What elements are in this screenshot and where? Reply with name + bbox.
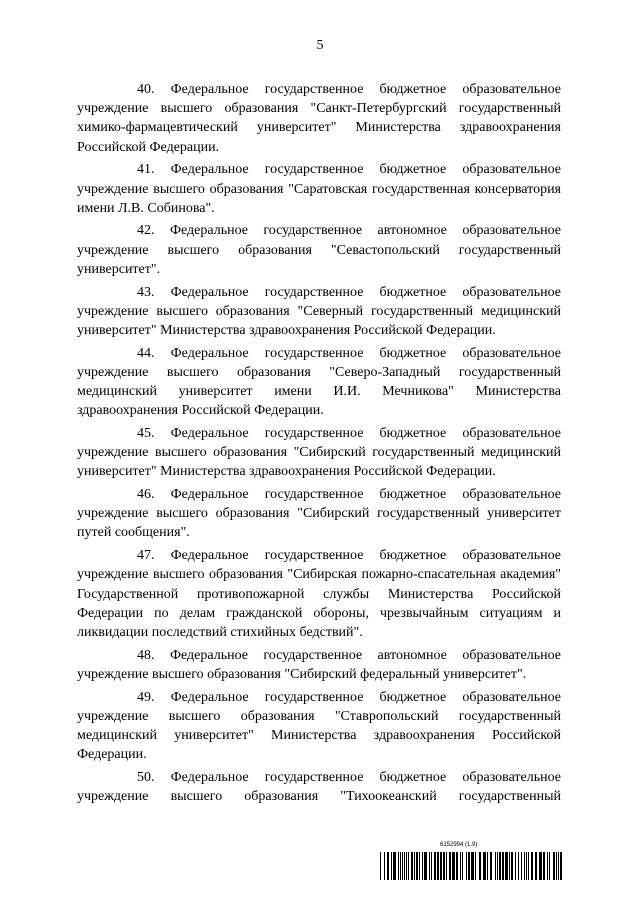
barcode-bar: [487, 852, 488, 880]
barcode-bar: [539, 852, 542, 880]
barcode-bar: [404, 852, 405, 880]
barcode-bar: [380, 852, 381, 880]
barcode-bar: [419, 852, 420, 880]
barcode-bar: [391, 852, 392, 880]
barcode-bar: [471, 852, 474, 880]
barcode-bar: [511, 852, 513, 880]
barcode-bar: [443, 852, 445, 880]
list-item-41: 41. Федеральное государственное бюджетное образовательное учреждение высшего образования "Саратовская государственная консерватория имени Л.В. Собинова".: [77, 162, 561, 216]
barcode-bar: [479, 852, 481, 880]
barcode-bar: [515, 852, 516, 880]
list-item-44: 44. Федеральное государственное бюджетное образовательное учреждение высшего образования "Северо-Западный государственный медицинский университет имени И.И. Мечникова" Министерства здравоохранения Российской Федерации.: [77, 345, 561, 419]
barcode-bar: [475, 852, 476, 880]
barcode-bar: [518, 852, 519, 880]
barcode-bar: [499, 852, 501, 880]
barcode-bar: [526, 852, 527, 880]
barcode-bar: [431, 852, 432, 880]
barcode-bar: [535, 852, 537, 880]
barcode-bar: [400, 852, 401, 880]
barcode-bar: [462, 852, 463, 880]
list-item-49: 49. Федеральное государственное бюджетное образовательное учреждение высшего образования "Ставропольский государственный медицинский университет" Министерства здравоохранения Российской Федерации.: [77, 689, 561, 763]
barcode-bar: [495, 852, 496, 880]
barcode-bar: [434, 852, 436, 880]
page-number: 5: [316, 38, 324, 53]
barcode-bar: [424, 852, 427, 880]
barcode-bar: [509, 852, 510, 880]
barcode-bar: [468, 852, 470, 880]
barcode-bar: [422, 852, 423, 880]
barcode-bar: [429, 852, 430, 880]
barcode-bar: [408, 852, 409, 880]
list-item-45: 45. Федеральное государственное бюджетное образовательное учреждение высшего образования "Сибирский государственный медицинский университет" Министерства здравоохранения Российской Федерации.: [77, 425, 561, 480]
barcode-bar: [466, 852, 467, 880]
list-item-50: 50. Федеральное государственное бюджетное образовательное учреждение высшего образования "Тихоокеанский государственный: [77, 769, 561, 805]
list-item-46: 46. Федеральное государственное бюджетное образовательное учреждение высшего образования "Сибирский государственный университет путей сообщения".: [77, 487, 561, 541]
document-body: [77, 80, 561, 810]
barcode-bar: [549, 852, 550, 880]
barcode-bar: [452, 852, 455, 880]
barcode-bar: [502, 852, 504, 880]
barcode-bar: [440, 852, 442, 880]
barcode-bar: [414, 852, 415, 880]
barcode-bar: [402, 852, 403, 880]
barcode-bar: [387, 852, 389, 880]
barcode-bar: [556, 852, 557, 880]
barcode-bar: [524, 852, 525, 880]
barcode-bar: [531, 852, 533, 880]
barcode-bar: [558, 852, 559, 880]
barcode-bar: [547, 852, 548, 880]
barcode-bar: [521, 852, 522, 880]
barcode-bar: [560, 852, 562, 880]
barcode-bar: [446, 852, 447, 880]
list-item-40: 40. Федеральное государственное бюджетное образовательное учреждение высшего образования "Санкт-Петербургский государственный химико-фармацевтический университет" Министерства здравоохранения Российской Федерации.: [77, 82, 561, 155]
barcode-bar: [384, 852, 385, 880]
barcode-bar: [416, 852, 418, 880]
barcode-bar: [543, 852, 545, 880]
list-item-43: 43. Федеральное государственное бюджетное образовательное учреждение высшего образования "Северный государственный медицинский университет" Министерства здравоохранения Российской Федерации.: [77, 284, 561, 338]
barcode-bar: [393, 852, 396, 880]
list-item-42: 42. Федеральное государственное автономное образовательное учреждение высшего образования "Севастопольский государственный университет".: [77, 223, 561, 277]
barcode-bar: [456, 852, 458, 880]
barcode-bar: [483, 852, 486, 880]
barcode-bar: [449, 852, 451, 880]
list-item-47: 47. Федеральное государственное бюджетное образовательное учреждение высшего образования "Сибирская пожарно-спасательная академия" Государственной противопожарной службы Министерства Российской Федерации по делам гражданской обороны, чрезвычайным ситуациям и ликвидации последствий стихийных бедствий".: [77, 548, 561, 640]
barcode-bar: [398, 852, 399, 880]
barcode-bar: [497, 852, 498, 880]
barcode-bar: [553, 852, 555, 880]
barcode-bar: [505, 852, 508, 880]
list-item-48: 48. Федеральное государственное автономное образовательное учреждение высшего образования "Сибирский федеральный университет".: [77, 647, 561, 682]
barcode-bar: [460, 852, 461, 880]
barcode-bar: [490, 852, 492, 880]
barcode-bar: [437, 852, 439, 880]
barcode-bar: [528, 852, 529, 880]
barcode-bar: [406, 852, 407, 880]
barcode-bar: [411, 852, 413, 880]
barcode-icon: [380, 852, 565, 880]
document-stamp-code: 6152994 (1.9): [440, 842, 478, 848]
